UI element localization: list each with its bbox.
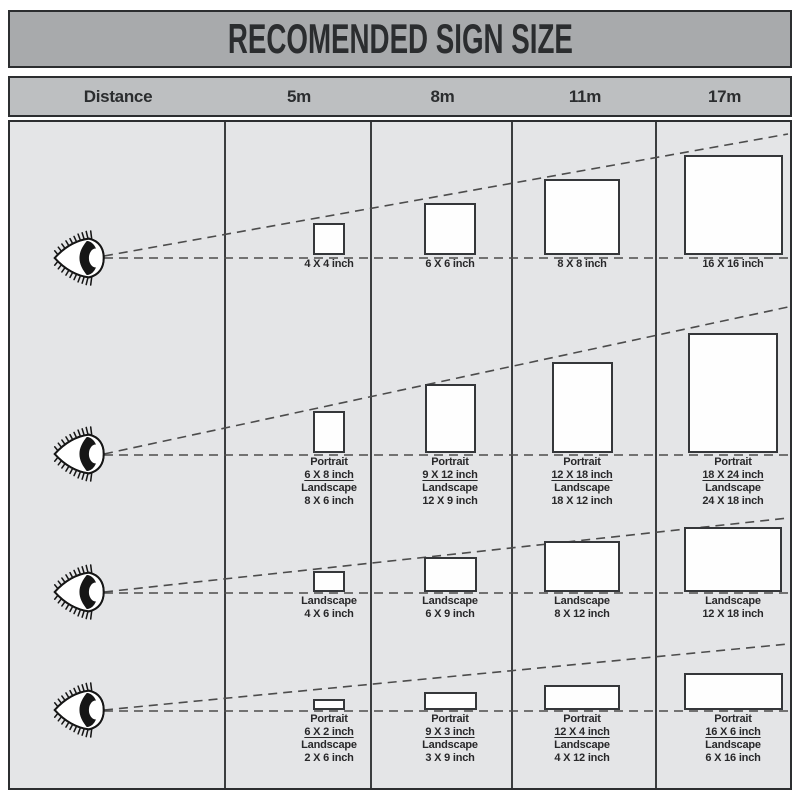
sign-size-label: 18 X 24 inch (702, 469, 764, 481)
sign-size-label: 12 X 18 inch (702, 608, 764, 620)
sign-size-label: 9 X 3 inch (425, 726, 475, 738)
orientation-label: Portrait (714, 713, 752, 725)
orientation-label: Landscape (705, 482, 761, 494)
sign-rect (313, 699, 345, 710)
eye-icon (52, 679, 106, 741)
sign-size-label: 8 X 6 inch (304, 495, 354, 507)
sign-cell-portrait-11m (517, 362, 647, 508)
eye-icon (52, 423, 106, 485)
sign-size-label: 6 X 16 inch (705, 752, 761, 764)
sign-rect (544, 179, 620, 255)
page-title: RECOMENDED SIGN SIZE (227, 15, 573, 62)
orientation-label: Portrait (310, 456, 348, 468)
header-8m: 8m (430, 86, 455, 106)
sign-cell-landscape-17m (668, 527, 798, 621)
sign-size-label: 6 X 6 inch (425, 258, 475, 270)
sign-size-label: 4 X 12 inch (554, 752, 610, 764)
sign-cell-banner-11m (517, 685, 647, 765)
sign-size-label: 4 X 6 inch (304, 608, 354, 620)
sign-cell-banner-5m (264, 699, 394, 765)
sign-rect (313, 411, 345, 453)
orientation-label: Landscape (705, 595, 761, 607)
sign-rect (424, 692, 477, 710)
sign-rect (684, 155, 783, 255)
sign-rect (425, 384, 476, 453)
sign-rect (552, 362, 613, 453)
sign-cell-square-5m (264, 223, 394, 271)
sign-cell-landscape-11m (517, 541, 647, 621)
sign-size-label: 2 X 6 inch (304, 752, 354, 764)
orientation-label: Landscape (301, 739, 357, 751)
sign-cell-landscape-8m (385, 557, 515, 621)
sign-cell-square-8m (385, 203, 515, 271)
orientation-label: Landscape (554, 482, 610, 494)
column-divider (655, 122, 657, 788)
sign-rect (313, 223, 345, 255)
sign-size-label: 6 X 9 inch (425, 608, 475, 620)
orientation-label: Portrait (563, 456, 601, 468)
eye-icon (52, 561, 106, 623)
sign-rect (544, 541, 620, 592)
orientation-label: Portrait (431, 713, 469, 725)
sign-rect (684, 527, 782, 592)
sign-cell-square-11m (517, 179, 647, 271)
sign-cell-portrait-8m (385, 384, 515, 508)
orientation-label: Landscape (422, 595, 478, 607)
sign-size-label: 16 X 16 inch (702, 258, 764, 270)
sign-size-label: 9 X 12 inch (422, 469, 478, 481)
sign-cell-portrait-17m (668, 333, 798, 508)
orientation-label: Landscape (705, 739, 761, 751)
sign-cell-square-17m (668, 155, 798, 271)
sign-size-label: 8 X 8 inch (557, 258, 607, 270)
sign-cell-banner-17m (668, 673, 798, 765)
orientation-label: Portrait (563, 713, 601, 725)
sign-size-label: 8 X 12 inch (554, 608, 610, 620)
orientation-label: Landscape (301, 595, 357, 607)
distance-header-row (8, 76, 792, 117)
sign-size-label: 6 X 2 inch (304, 726, 354, 738)
sign-rect (688, 333, 778, 453)
header-17m: 17m (707, 86, 742, 106)
sign-size-label: 12 X 9 inch (422, 495, 478, 507)
sign-rect (684, 673, 783, 710)
sign-rect (424, 203, 476, 255)
orientation-label: Portrait (714, 456, 752, 468)
sign-size-label: 24 X 18 inch (702, 495, 764, 507)
sign-cell-landscape-5m (264, 571, 394, 621)
sign-cell-portrait-5m (264, 411, 394, 508)
header-distance: Distance (83, 86, 153, 106)
sign-size-label: 6 X 8 inch (304, 469, 354, 481)
sign-size-label: 3 X 9 inch (425, 752, 475, 764)
header-11m: 11m (568, 86, 602, 106)
orientation-label: Portrait (431, 456, 469, 468)
sign-size-label: 12 X 4 inch (554, 726, 610, 738)
sign-size-label: 18 X 12 inch (551, 495, 613, 507)
sign-rect (313, 571, 345, 592)
eye-icon (52, 227, 106, 289)
title-bar (8, 10, 792, 68)
sign-size-label: 4 X 4 inch (304, 258, 354, 270)
orientation-label: Landscape (422, 739, 478, 751)
sign-size-label: 12 X 18 inch (551, 469, 613, 481)
orientation-label: Landscape (554, 739, 610, 751)
header-5m: 5m (287, 86, 311, 106)
sign-size-label: 16 X 6 inch (705, 726, 761, 738)
sign-rect (544, 685, 620, 710)
chart-body (8, 120, 792, 790)
orientation-label: Landscape (554, 595, 610, 607)
sign-rect (424, 557, 477, 592)
orientation-label: Landscape (301, 482, 357, 494)
sign-cell-banner-8m (385, 692, 515, 765)
orientation-label: Portrait (310, 713, 348, 725)
column-divider (224, 122, 226, 788)
orientation-label: Landscape (422, 482, 478, 494)
